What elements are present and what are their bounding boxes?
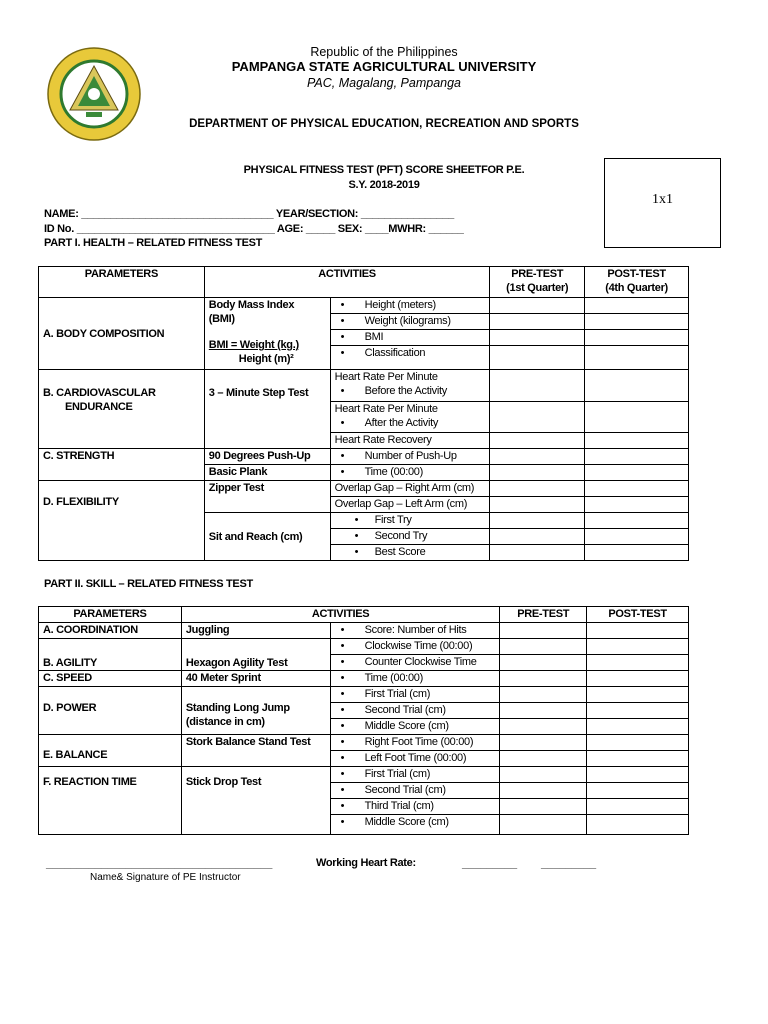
param-flexibility: D. FLEXIBILITY xyxy=(39,481,205,561)
table-row xyxy=(39,623,689,639)
item-first-try: • First Try xyxy=(330,513,490,529)
post-test-cell[interactable] xyxy=(585,513,689,529)
post-test-cell[interactable] xyxy=(587,655,689,671)
part2-title: PART II. SKILL – RELATED FITNESS TEST xyxy=(44,578,253,590)
post-test-cell[interactable] xyxy=(587,799,689,815)
document-title: PHYSICAL FITNESS TEST (PFT) SCORE SHEETFOR P.E. xyxy=(243,164,525,176)
pre-test-cell[interactable] xyxy=(490,402,585,433)
table-row xyxy=(39,298,689,314)
post-test-cell[interactable] xyxy=(585,433,689,449)
post-test-cell[interactable] xyxy=(587,767,689,783)
post-test-cell[interactable] xyxy=(587,639,689,655)
activity-stork-balance: Stork Balance Stand Test xyxy=(181,735,330,767)
photo-box: 1x1 xyxy=(604,158,721,248)
whr-blank-2[interactable]: _________ xyxy=(541,858,597,870)
item-counter-clockwise: • Counter Clockwise Time xyxy=(330,655,500,671)
table-row xyxy=(39,370,689,402)
table-row xyxy=(39,481,689,497)
param-power: D. POWER xyxy=(39,687,182,735)
item-height: • Height (meters) xyxy=(330,298,490,314)
item-hr-before: Heart Rate Per Minute • Before the Activity xyxy=(330,370,490,402)
university-name: PAMPANGA STATE AGRICULTURAL UNIVERSITY xyxy=(231,59,537,74)
pre-test-cell[interactable] xyxy=(500,655,587,671)
pre-test-cell[interactable] xyxy=(500,799,587,815)
university-address: PAC, Magalang, Pampanga xyxy=(306,76,462,90)
item-hr-after: Heart Rate Per Minute • After the Activity xyxy=(330,402,490,433)
table-row xyxy=(39,671,689,687)
activity-step-test: 3 – Minute Step Test xyxy=(204,370,330,449)
id-age-sex-line[interactable]: ID No. __________________________________ AGE: _____ SEX: ____MWHR: ______ xyxy=(44,223,464,235)
post-test-cell[interactable] xyxy=(587,671,689,687)
header-activities: ACTIVITIES xyxy=(181,607,499,623)
post-test-cell[interactable] xyxy=(587,703,689,719)
pre-test-cell[interactable] xyxy=(500,671,587,687)
header-post-test: POST-TEST (4th Quarter) xyxy=(585,267,689,298)
working-heart-rate-label: Working Heart Rate: xyxy=(316,857,416,869)
pre-test-cell[interactable] xyxy=(490,545,585,561)
item-overlap-right: Overlap Gap – Right Arm (cm) xyxy=(330,481,490,497)
pre-test-cell[interactable] xyxy=(500,703,587,719)
param-reaction-time: F. REACTION TIME xyxy=(39,767,182,835)
item-first-trial: • First Trial (cm) xyxy=(330,767,500,783)
table-row xyxy=(39,687,689,703)
pre-test-cell[interactable] xyxy=(490,330,585,346)
activity-sit-reach: Sit and Reach (cm) xyxy=(204,513,330,561)
whr-blank-1[interactable]: _________ xyxy=(462,858,518,870)
pre-test-cell[interactable] xyxy=(500,639,587,655)
activity-sprint: 40 Meter Sprint xyxy=(181,671,330,687)
republic-text: Republic of the Philippines xyxy=(310,45,458,59)
part1-title: PART I. HEALTH – RELATED FITNESS TEST xyxy=(44,237,263,249)
post-test-cell[interactable] xyxy=(585,346,689,370)
item-second-trial: • Second Trial (cm) xyxy=(330,783,500,799)
item-overlap-left: Overlap Gap – Left Arm (cm) xyxy=(330,497,490,513)
table-row xyxy=(39,767,689,783)
pre-test-cell[interactable] xyxy=(490,370,585,402)
item-second-try: • Second Try xyxy=(330,529,490,545)
table-header-row xyxy=(39,267,689,298)
post-test-cell[interactable] xyxy=(585,330,689,346)
table-header-row xyxy=(39,607,689,623)
pre-test-cell[interactable] xyxy=(490,346,585,370)
item-plank-time: • Time (00:00) xyxy=(330,465,490,481)
item-middle-score: • Middle Score (cm) xyxy=(330,815,500,835)
pre-test-cell[interactable] xyxy=(490,298,585,314)
department-name: DEPARTMENT OF PHYSICAL EDUCATION, RECREATION AND SPORTS xyxy=(189,118,579,130)
pre-test-cell[interactable] xyxy=(500,783,587,799)
item-bmi: • BMI xyxy=(330,330,490,346)
header-pre-test: PRE-TEST xyxy=(500,607,587,623)
item-middle-score: • Middle Score (cm) xyxy=(330,719,500,735)
skill-fitness-table xyxy=(38,606,689,835)
post-test-cell[interactable] xyxy=(587,751,689,767)
pre-test-cell[interactable] xyxy=(490,513,585,529)
signature-line[interactable]: _____________________________________ xyxy=(46,858,273,870)
table-row xyxy=(39,639,689,655)
pre-test-cell[interactable] xyxy=(500,623,587,639)
name-year-line[interactable]: NAME: _________________________________ YEAR/SECTION: ________________ xyxy=(44,208,454,220)
post-test-cell[interactable] xyxy=(587,623,689,639)
pre-test-cell[interactable] xyxy=(490,314,585,330)
header-post-test: POST-TEST xyxy=(587,607,689,623)
pre-test-cell[interactable] xyxy=(500,815,587,835)
post-test-cell[interactable] xyxy=(587,783,689,799)
header-parameters: PARAMETERS xyxy=(39,267,205,298)
post-test-cell[interactable] xyxy=(585,497,689,513)
activity-push-up: 90 Degrees Push-Up xyxy=(204,449,330,465)
table-row xyxy=(39,735,689,751)
item-left-foot: • Left Foot Time (00:00) xyxy=(330,751,500,767)
param-cardiovascular: B. CARDIOVASCULAR ENDURANCE xyxy=(39,370,205,449)
table-row xyxy=(39,449,689,465)
post-test-cell[interactable] xyxy=(585,465,689,481)
item-second-trial: • Second Trial (cm) xyxy=(330,703,500,719)
post-test-cell[interactable] xyxy=(585,298,689,314)
param-body-composition: A. BODY COMPOSITION xyxy=(39,298,205,370)
param-balance: E. BALANCE xyxy=(39,735,182,767)
activity-stick-drop: Stick Drop Test xyxy=(181,767,330,835)
pre-test-cell[interactable] xyxy=(490,433,585,449)
param-speed: C. SPEED xyxy=(39,671,182,687)
item-classification: • Classification xyxy=(330,346,490,370)
post-test-cell[interactable] xyxy=(585,402,689,433)
item-hr-recovery: Heart Rate Recovery xyxy=(330,433,490,449)
item-best-score: • Best Score xyxy=(330,545,490,561)
header-activities: ACTIVITIES xyxy=(204,267,490,298)
header-parameters: PARAMETERS xyxy=(39,607,182,623)
param-coordination: A. COORDINATION xyxy=(39,623,182,639)
post-test-cell[interactable] xyxy=(585,481,689,497)
item-push-up-count: • Number of Push-Up xyxy=(330,449,490,465)
pre-test-cell[interactable] xyxy=(500,751,587,767)
school-year: S.Y. 2018-2019 xyxy=(348,179,420,191)
health-fitness-table xyxy=(38,266,689,561)
pre-test-cell[interactable] xyxy=(500,719,587,735)
pre-test-cell[interactable] xyxy=(500,767,587,783)
item-weight: • Weight (kilograms) xyxy=(330,314,490,330)
signature-label: Name& Signature of PE Instructor xyxy=(90,872,241,883)
post-test-cell[interactable] xyxy=(587,815,689,835)
activity-juggling: Juggling xyxy=(181,623,330,639)
pre-test-cell[interactable] xyxy=(500,687,587,703)
item-right-foot: • Right Foot Time (00:00) xyxy=(330,735,500,751)
post-test-cell[interactable] xyxy=(585,370,689,402)
post-test-cell[interactable] xyxy=(587,687,689,703)
post-test-cell[interactable] xyxy=(585,314,689,330)
item-clockwise: • Clockwise Time (00:00) xyxy=(330,639,500,655)
post-test-cell[interactable] xyxy=(585,449,689,465)
pre-test-cell[interactable] xyxy=(500,735,587,751)
activity-bmi: Body Mass Index (BMI) BMI = Weight (kg.) Height (m)² xyxy=(204,298,330,370)
activity-hexagon: Hexagon Agility Test xyxy=(181,639,330,671)
item-hits: • Score: Number of Hits xyxy=(330,623,500,639)
pre-test-cell[interactable] xyxy=(490,529,585,545)
pre-test-cell[interactable] xyxy=(490,497,585,513)
pre-test-cell[interactable] xyxy=(490,481,585,497)
item-sprint-time: • Time (00:00) xyxy=(330,671,500,687)
post-test-cell[interactable] xyxy=(585,529,689,545)
activity-long-jump: Standing Long Jump (distance in cm) xyxy=(181,687,330,735)
post-test-cell[interactable] xyxy=(587,735,689,751)
activity-plank: Basic Plank xyxy=(204,465,330,481)
item-first-trial: • First Trial (cm) xyxy=(330,687,500,703)
header-pre-test: PRE-TEST (1st Quarter) xyxy=(490,267,585,298)
param-agility: B. AGILITY xyxy=(39,639,182,671)
activity-zipper-test: Zipper Test xyxy=(204,481,330,513)
pre-test-cell[interactable] xyxy=(490,465,585,481)
param-strength: C. STRENGTH xyxy=(39,449,205,481)
item-third-trial: • Third Trial (cm) xyxy=(330,799,500,815)
post-test-cell[interactable] xyxy=(585,545,689,561)
pre-test-cell[interactable] xyxy=(490,449,585,465)
post-test-cell[interactable] xyxy=(587,719,689,735)
